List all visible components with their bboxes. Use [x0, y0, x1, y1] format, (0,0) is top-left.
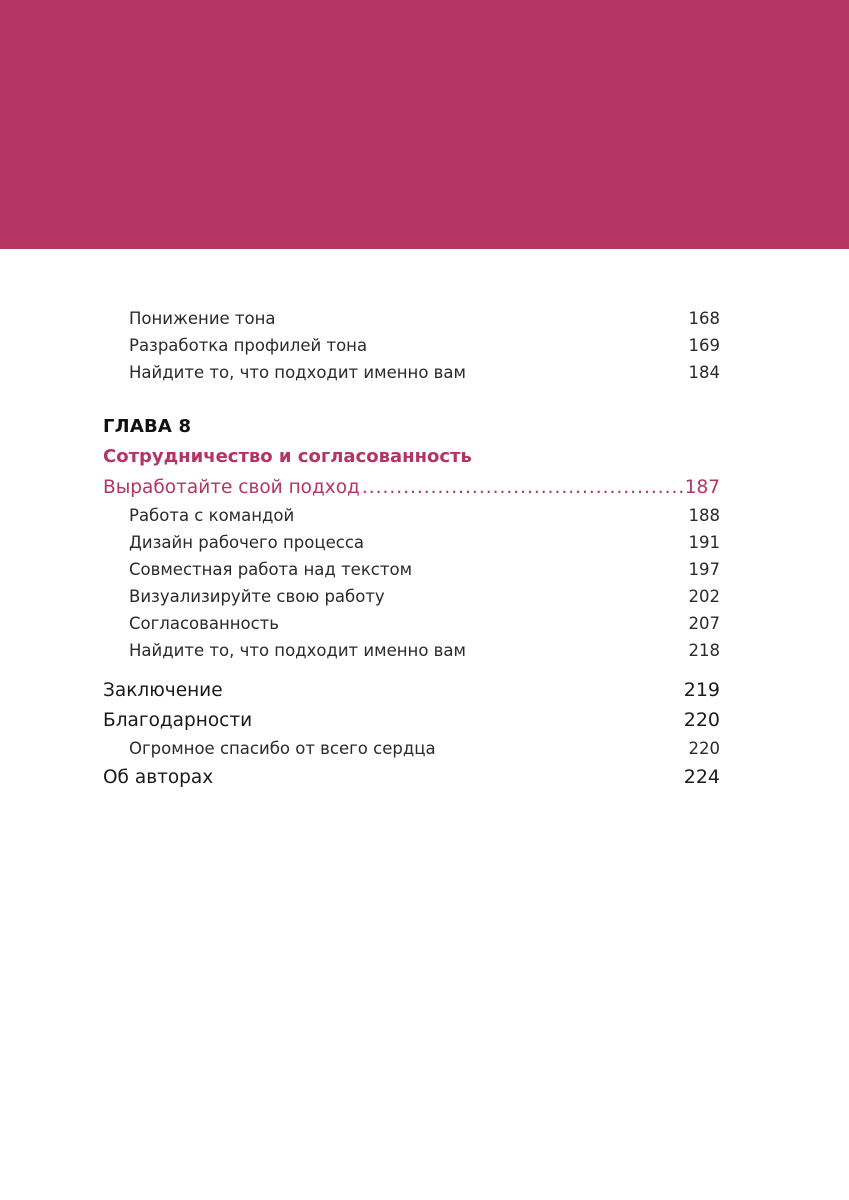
toc-item[interactable] [129, 309, 720, 328]
toc-item-title: Согласованность [129, 614, 280, 633]
toc-item-title: Огромное спасибо от всего сердца [129, 739, 436, 758]
toc-item-page: 169 [688, 336, 720, 355]
toc-item[interactable] [129, 739, 720, 758]
toc-item-title: Визуализируйте свою работу [129, 587, 385, 606]
chapter-title: Сотрудничество и согласованность [103, 446, 472, 467]
toc-item[interactable] [129, 506, 720, 525]
toc-item[interactable] [129, 533, 720, 552]
toc-item-title: Найдите то, что подходит именно вам [129, 363, 466, 382]
toc-about-authors[interactable] [103, 766, 720, 788]
toc-acknowledgements[interactable] [103, 709, 720, 731]
toc-main-title: Об авторах [103, 767, 214, 788]
toc-item-page: 188 [688, 506, 720, 525]
toc-item-page: 191 [688, 533, 720, 552]
toc-item-title: Работа с командой [129, 506, 295, 525]
toc-item-title: Найдите то, что подходит именно вам [129, 641, 466, 660]
dot-leader [362, 477, 683, 498]
toc-section-page: 187 [684, 477, 720, 498]
toc-item-page: 218 [688, 641, 720, 660]
toc-item-title: Дизайн рабочего процесса [129, 533, 365, 552]
toc-conclusion[interactable] [103, 679, 720, 701]
toc-item-page: 168 [688, 309, 720, 328]
toc-item[interactable] [129, 560, 720, 579]
toc-item[interactable] [129, 614, 720, 633]
toc-item[interactable] [129, 336, 720, 355]
toc-item-page: 220 [688, 739, 720, 758]
toc-main-page: 220 [683, 709, 720, 731]
toc-item-page: 207 [688, 614, 720, 633]
toc-item-title: Разработка профилей тона [129, 336, 368, 355]
toc-item[interactable] [129, 641, 720, 660]
toc-section-title: Выработайте свой подход [103, 477, 360, 498]
toc-main-title: Заключение [103, 680, 223, 701]
toc-item[interactable] [129, 363, 720, 382]
toc-section[interactable] [103, 477, 720, 498]
toc-item-page: 202 [688, 587, 720, 606]
toc-item[interactable] [129, 587, 720, 606]
toc-main-title: Благодарности [103, 710, 253, 731]
toc-main-page: 219 [683, 679, 720, 701]
toc-item-page: 184 [688, 363, 720, 382]
toc-item-title: Понижение тона [129, 309, 276, 328]
toc-item-page: 197 [688, 560, 720, 579]
chapter-number: ГЛАВА 8 [103, 416, 192, 437]
toc-item-title: Совместная работа над текстом [129, 560, 413, 579]
toc-main-page: 224 [683, 766, 720, 788]
